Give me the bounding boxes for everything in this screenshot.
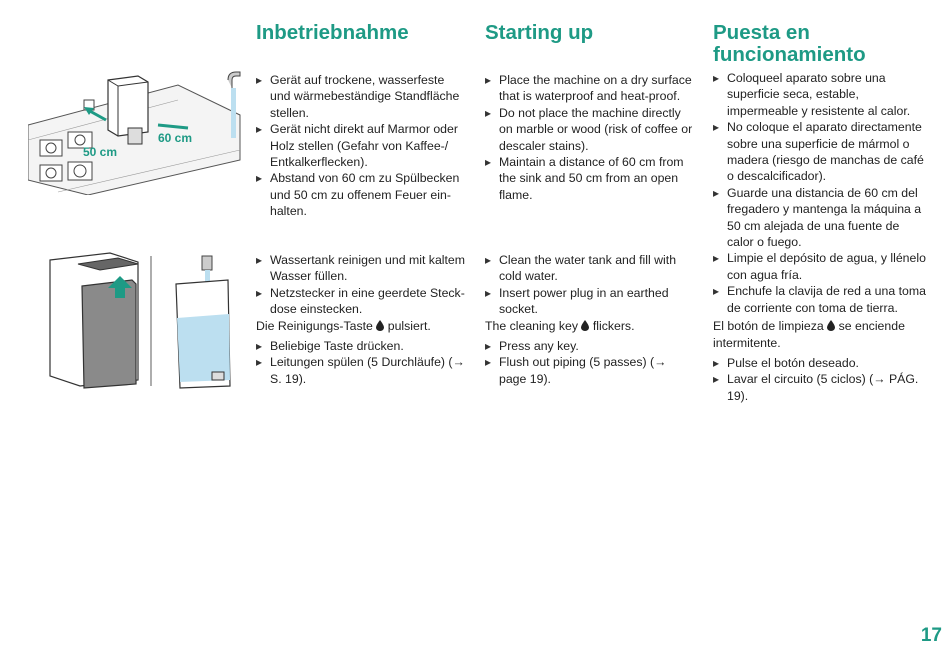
flush-steps-english bbox=[485, 338, 697, 387]
label-50cm: 50 cm bbox=[83, 145, 118, 159]
flush-steps-german bbox=[256, 338, 468, 387]
title-spanish: Puesta en funcionamiento bbox=[713, 21, 866, 66]
list-item: ▸ Leitungen spülen (5 Durchläufe) (→ S. 19). bbox=[256, 354, 468, 387]
water-drop-icon bbox=[581, 320, 589, 331]
column-german bbox=[256, 21, 468, 386]
list-item: ▸ Place the machine on a dry surface that is waterproof and heat-proof. bbox=[485, 72, 697, 105]
list-item: ▸ Limpie el depósito de agua, y llénelo con agua fría. bbox=[713, 250, 928, 283]
column-english bbox=[485, 21, 697, 386]
list-item: ▸ Lavar el circuito (5 ciclos) (→ PÁG. 19). bbox=[713, 371, 928, 404]
list-item: ▸ Abstand von 60 cm zu Spülbecken und 50 cm zu offenem Feuer ein-halten. bbox=[256, 170, 468, 219]
list-item: ▸ Enchufe la clavija de red a una toma de corriente con toma de tierra. bbox=[713, 283, 928, 316]
water-drop-icon bbox=[376, 320, 384, 331]
list-item: ▸ Flush out piping (5 passes) (→ page 19). bbox=[485, 354, 697, 387]
list-item: ▸ Beliebige Taste drücken. bbox=[256, 338, 468, 354]
setup-distance-illustration bbox=[28, 70, 243, 195]
label-60cm: 60 cm bbox=[158, 131, 193, 145]
setup-steps-english bbox=[485, 72, 697, 203]
list-item: ▸ Gerät nicht direkt auf Marmor oder Holz stellen (Gefahr von Kaffee-/ Entkalkerflecken). bbox=[256, 121, 468, 170]
list-item: ▸ No coloque el aparato directamente sobre una superficie de mármol o madera (riesgo de manchas de café o descalcificador). bbox=[713, 119, 928, 185]
cleaning-note-english: The cleaning key flickers. bbox=[485, 318, 635, 333]
list-item: ▸ Guarde una distancia de 60 cm del fregadero y mantenga la máquina a 50 cm alejada de una fuente de calor o fuego. bbox=[713, 185, 928, 251]
setup-steps-spanish bbox=[713, 70, 928, 316]
list-item: ▸ Insert power plug in an earthed socket. bbox=[485, 285, 697, 318]
coffee-machine-icon bbox=[108, 76, 148, 144]
page-number: 17 bbox=[920, 625, 942, 646]
tank-fill-icon bbox=[176, 256, 230, 388]
cleaning-note-spanish: El botón de limpieza se enciende intermitente. bbox=[713, 319, 905, 350]
list-item: ▸ Coloqueel aparato sobre una superficie seca, estable, impermeable y resistente al calor. bbox=[713, 70, 928, 119]
title-english: Starting up bbox=[485, 21, 594, 44]
list-item: ▸ Gerät auf trockene, wasserfeste und wärmebeständige Standfläche stellen. bbox=[256, 72, 468, 121]
list-item: ▸ Do not place the machine directly on marble or wood (risk of coffee or descaler stains). bbox=[485, 105, 697, 154]
list-item: ▸ Press any key. bbox=[485, 338, 697, 354]
list-item: ▸ Clean the water tank and fill with cold water. bbox=[485, 252, 697, 285]
list-item: ▸ Maintain a distance of 60 cm from the sink and 50 cm from an open flame. bbox=[485, 154, 697, 203]
tank-steps-english bbox=[485, 252, 697, 318]
cleaning-note-german: Die Reinigungs-Taste pulsiert. bbox=[256, 318, 431, 333]
column-spanish bbox=[713, 22, 928, 404]
water-drop-icon bbox=[827, 320, 835, 331]
tank-steps-german bbox=[256, 252, 468, 318]
setup-steps-german bbox=[256, 72, 468, 220]
list-item: ▸ Pulse el botón deseado. bbox=[713, 355, 928, 371]
water-tank-illustration bbox=[40, 248, 240, 393]
flush-steps-spanish bbox=[713, 355, 928, 404]
machine-tank-icon bbox=[50, 253, 138, 388]
list-item: ▸ Wassertank reinigen und mit kaltem Wasser füllen. bbox=[256, 252, 468, 285]
title-german: Inbetriebnahme bbox=[256, 21, 409, 44]
list-item: ▸ Netzstecker in eine geerdete Steck-dose einstecken. bbox=[256, 285, 468, 318]
